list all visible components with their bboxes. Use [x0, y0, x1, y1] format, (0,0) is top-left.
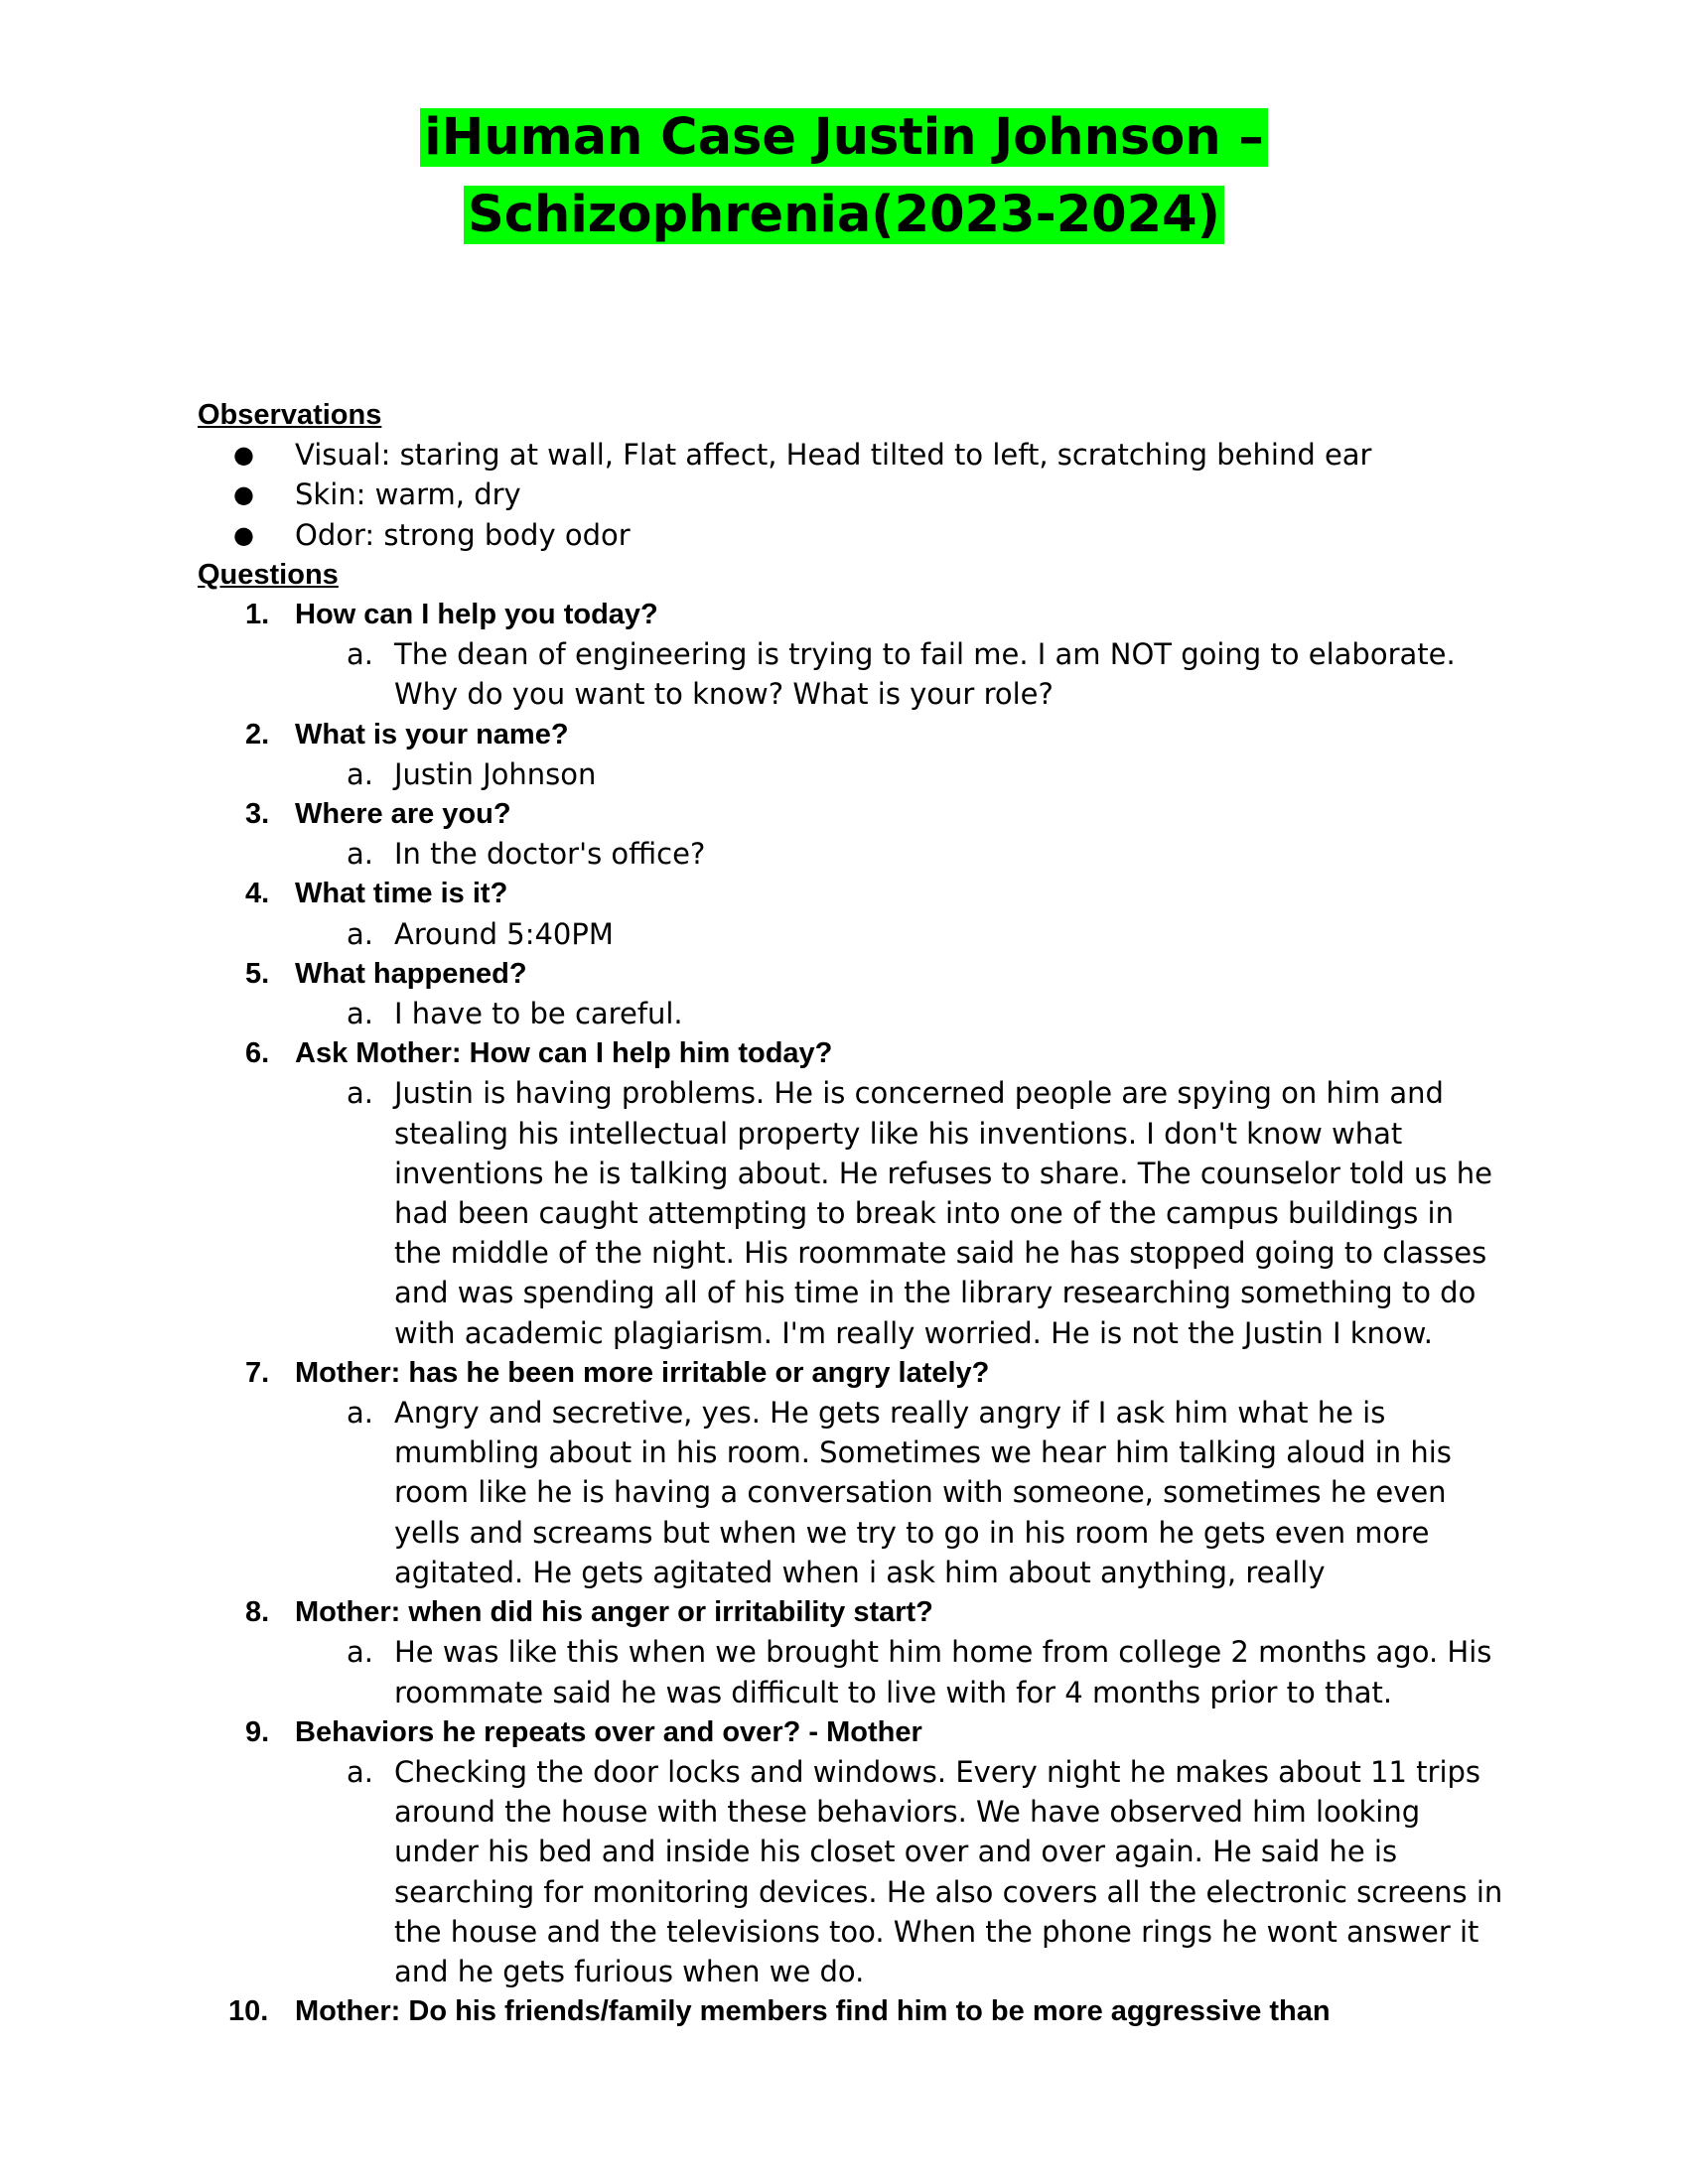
question-text: Mother: when did his anger or irritability start?: [295, 1596, 933, 1629]
answer-marker: a.: [347, 837, 373, 872]
answer: [198, 1752, 1508, 1991]
answer-marker: a.: [347, 916, 373, 951]
question-item: [198, 595, 1508, 715]
question-item: [198, 954, 1508, 1033]
answer-marker: a.: [347, 1396, 373, 1431]
question-number: 1.: [245, 599, 270, 631]
answer-text: Justin Johnson: [394, 756, 597, 791]
answer: [198, 754, 1508, 794]
question-text: Behaviors he repeats over and over? - Mother: [295, 1715, 922, 1748]
document-body: [198, 395, 1508, 2031]
answer-marker: a.: [347, 756, 373, 791]
answer: [198, 994, 1508, 1033]
question-text: How can I help you today?: [295, 599, 658, 631]
question-text: What is your name?: [295, 718, 569, 751]
question-item: [198, 1991, 1508, 2031]
list-item: ● Skin: warm, dry: [198, 475, 1508, 514]
bullet-icon: ●: [233, 480, 254, 509]
list-item: ● Visual: staring at wall, Flat affect, Head tilted to left, scratching behind ear: [198, 435, 1508, 475]
answer: [198, 834, 1508, 874]
question-number: 2.: [245, 718, 270, 751]
question-text: Mother: Do his friends/family members find him to be more aggressive than: [295, 1995, 1331, 2028]
bullet-icon: ●: [233, 441, 254, 470]
answer-marker: a.: [347, 1076, 373, 1111]
question-number: 6.: [245, 1037, 270, 1070]
answer-text: Around 5:40PM: [394, 916, 614, 951]
question-item: [198, 1353, 1508, 1592]
answer-marker: a.: [347, 997, 373, 1031]
question-number: 9.: [245, 1715, 270, 1748]
answer-text: In the doctor's office?: [394, 837, 706, 872]
question-item: [198, 715, 1508, 794]
question-item: [198, 1592, 1508, 1712]
question-number: 4.: [245, 878, 270, 910]
questions-list: [198, 595, 1508, 2031]
answer: [198, 914, 1508, 954]
answer-text: Justin is having problems. He is concerned people are spying on him and stealing his intellectual property like his inventions. I don't know what inventions he is talking about. He refuses to share. The counselor told us he had been caught attempting to break into one of the campus buildings in the middle of the night. His roommate said he has stopped going to classes and was spending all of his time in the library researching something to do with academic plagiarism. I'm really worried. He is not the Justin I know.: [394, 1076, 1492, 1350]
answer-text: Angry and secretive, yes. He gets really angry if I ask him what he is mumbling about in his room. Sometimes we hear him talking aloud in his room like he is having a conversation with someone, sometimes he even yells and screams but when we try to go in his room he gets even more agitated. He gets agitated when i ask him about anything, really: [394, 1396, 1452, 1589]
question-number: 5.: [245, 957, 270, 990]
question-number: 10.: [228, 1995, 269, 2028]
answer-marker: a.: [347, 637, 373, 672]
question-item: [198, 794, 1508, 874]
answer: [198, 1393, 1508, 1592]
list-item: ● Odor: strong body odor: [198, 515, 1508, 555]
question-number: 7.: [245, 1356, 270, 1389]
question-text: Mother: has he been more irritable or angry lately?: [295, 1356, 990, 1389]
answer-text: I have to be careful.: [394, 997, 683, 1031]
question-text: What happened?: [295, 957, 527, 990]
question-item: [198, 874, 1508, 953]
answer: [198, 634, 1508, 714]
bullet-icon: ●: [233, 520, 254, 549]
question-number: 3.: [245, 798, 270, 831]
question-item: [198, 1712, 1508, 1991]
question-text: Ask Mother: How can I help him today?: [295, 1037, 833, 1070]
title-line-1: iHuman Case Justin Johnson –: [420, 108, 1268, 167]
observations-list: [198, 435, 1508, 555]
question-item: [198, 1033, 1508, 1353]
questions-heading: Questions: [198, 558, 339, 591]
title-line-2: Schizophrenia(2023-2024): [464, 186, 1224, 244]
answer: [198, 1632, 1508, 1711]
observations-heading: Observations: [198, 399, 382, 431]
answer: [198, 1073, 1508, 1352]
answer-text: Checking the door locks and windows. Every night he makes about 11 trips around the house with these behaviors. We have observed him looking under his bed and inside his closet over and over again. He said he is searching for monitoring devices. He also covers all the electronic screens in the house and the televisions too. When the phone rings he wont answer it and he gets furious when we do.: [394, 1754, 1503, 1988]
question-number: 8.: [245, 1596, 270, 1629]
question-text: What time is it?: [295, 878, 508, 910]
answer-marker: a.: [347, 1635, 373, 1670]
document-title: [0, 99, 1688, 254]
answer-marker: a.: [347, 1754, 373, 1789]
answer-text: He was like this when we brought him home from college 2 months ago. His roommate said he was difficult to live with for 4 months prior to that.: [394, 1635, 1492, 1709]
question-text: Where are you?: [295, 798, 511, 831]
answer-text: The dean of engineering is trying to fail me. I am NOT going to elaborate. Why do you want to know? What is your role?: [394, 637, 1456, 712]
